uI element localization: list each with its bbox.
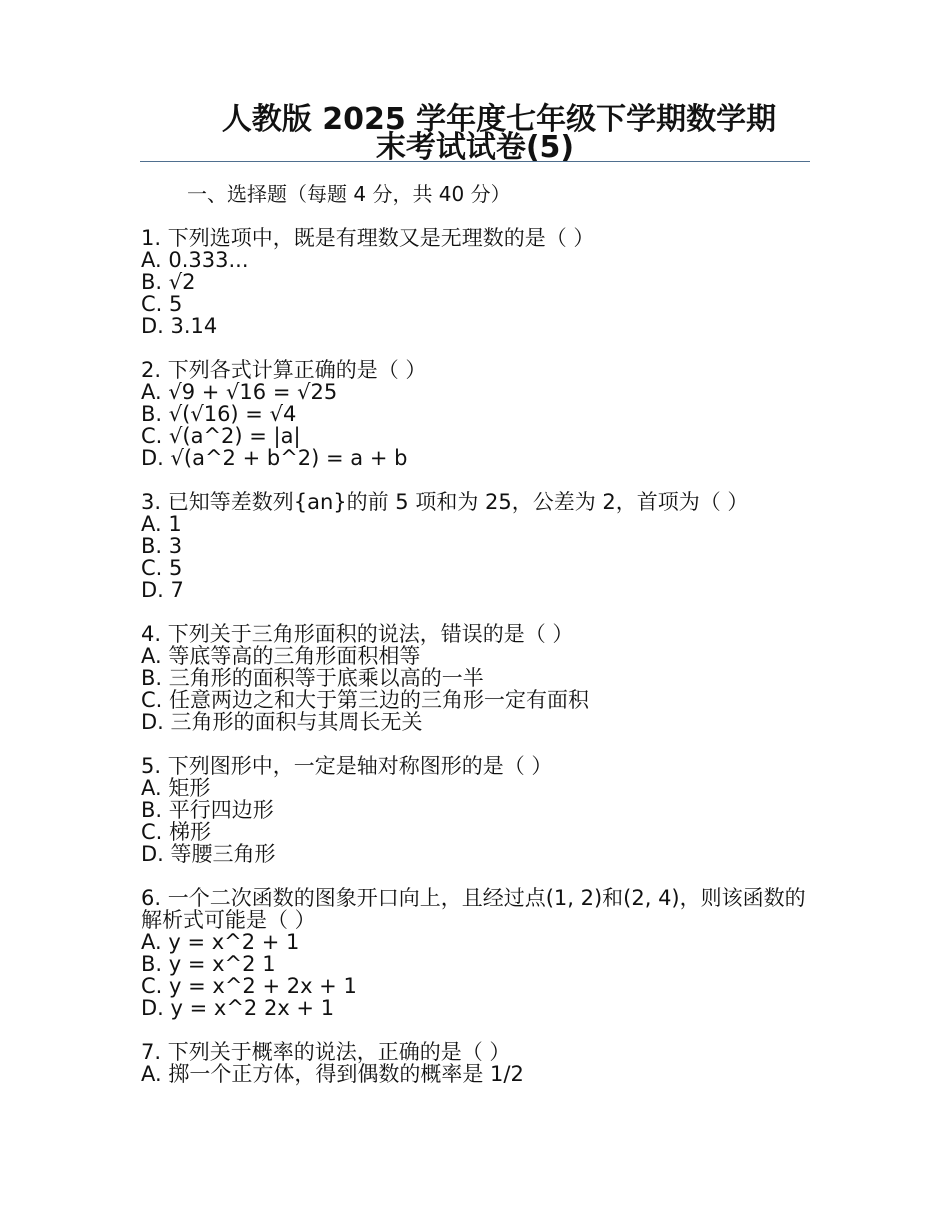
question-stem: 1. 下列选项中，既是有理数又是无理数的是（ ） xyxy=(141,226,595,250)
option-c: C. y = x^2 + 2x + 1 xyxy=(141,974,357,998)
option-a: A. √9 + √16 = √25 xyxy=(141,380,338,404)
question-2 xyxy=(141,359,811,469)
question-stem: 3. 已知等差数列{an}的前 5 项和为 25，公差为 2，首项为（ ） xyxy=(141,490,749,514)
option-c: C. 任意两边之和大于第三边的三角形一定有面积 xyxy=(141,688,590,712)
question-4 xyxy=(141,623,811,733)
option-a: A. 矩形 xyxy=(141,776,211,800)
option-a: A. 等底等高的三角形面积相等 xyxy=(141,644,421,668)
option-c: C. 5 xyxy=(141,556,183,580)
question-3 xyxy=(141,491,811,601)
option-b: B. 3 xyxy=(141,534,183,558)
option-a: A. 掷一个正方体，得到偶数的概率是 1/2 xyxy=(141,1062,524,1086)
option-d: D. 3.14 xyxy=(141,314,218,338)
option-b: B. 三角形的面积等于底乘以高的一半 xyxy=(141,666,484,690)
option-a: A. 1 xyxy=(141,512,182,536)
title-divider xyxy=(140,161,810,162)
page-title xyxy=(140,102,810,165)
question-6 xyxy=(141,887,811,1019)
section-heading: 一、选择题（每题 4 分，共 40 分） xyxy=(187,182,511,206)
question-list xyxy=(141,227,811,1107)
option-d: D. 三角形的面积与其周长无关 xyxy=(141,710,423,734)
option-c: C. 5 xyxy=(141,292,183,316)
question-stem: 6. 一个二次函数的图象开口向上，且经过点(1, 2)和(2, 4)，则该函数的解析式可能是（ ） xyxy=(141,886,806,932)
option-b: B. √(√16) = √4 xyxy=(141,402,297,426)
question-7 xyxy=(141,1041,811,1085)
option-b: B. √2 xyxy=(141,270,196,294)
option-a: A. y = x^2 + 1 xyxy=(141,930,300,954)
question-stem: 4. 下列关于三角形面积的说法，错误的是（ ） xyxy=(141,622,574,646)
option-d: D. y = x^2 2x + 1 xyxy=(141,996,335,1020)
question-5 xyxy=(141,755,811,865)
question-1 xyxy=(141,227,811,337)
question-stem: 2. 下列各式计算正确的是（ ） xyxy=(141,358,427,382)
option-c: C. 梯形 xyxy=(141,820,212,844)
question-stem: 7. 下列关于概率的说法，正确的是（ ） xyxy=(141,1040,511,1064)
option-b: B. y = x^2 1 xyxy=(141,952,276,976)
option-d: D. 7 xyxy=(141,578,184,602)
option-d: D. √(a^2 + b^2) = a + b xyxy=(141,446,408,470)
option-c: C. √(a^2) = |a| xyxy=(141,424,301,448)
title-line-2: 末考试试卷(5) xyxy=(375,130,575,165)
question-stem: 5. 下列图形中，一定是轴对称图形的是（ ） xyxy=(141,754,553,778)
title-line-1: 人教版 2025 学年度七年级下学期数学期 xyxy=(221,102,777,137)
option-a: A. 0.333... xyxy=(141,248,249,272)
option-d: D. 等腰三角形 xyxy=(141,842,276,866)
option-b: B. 平行四边形 xyxy=(141,798,274,822)
